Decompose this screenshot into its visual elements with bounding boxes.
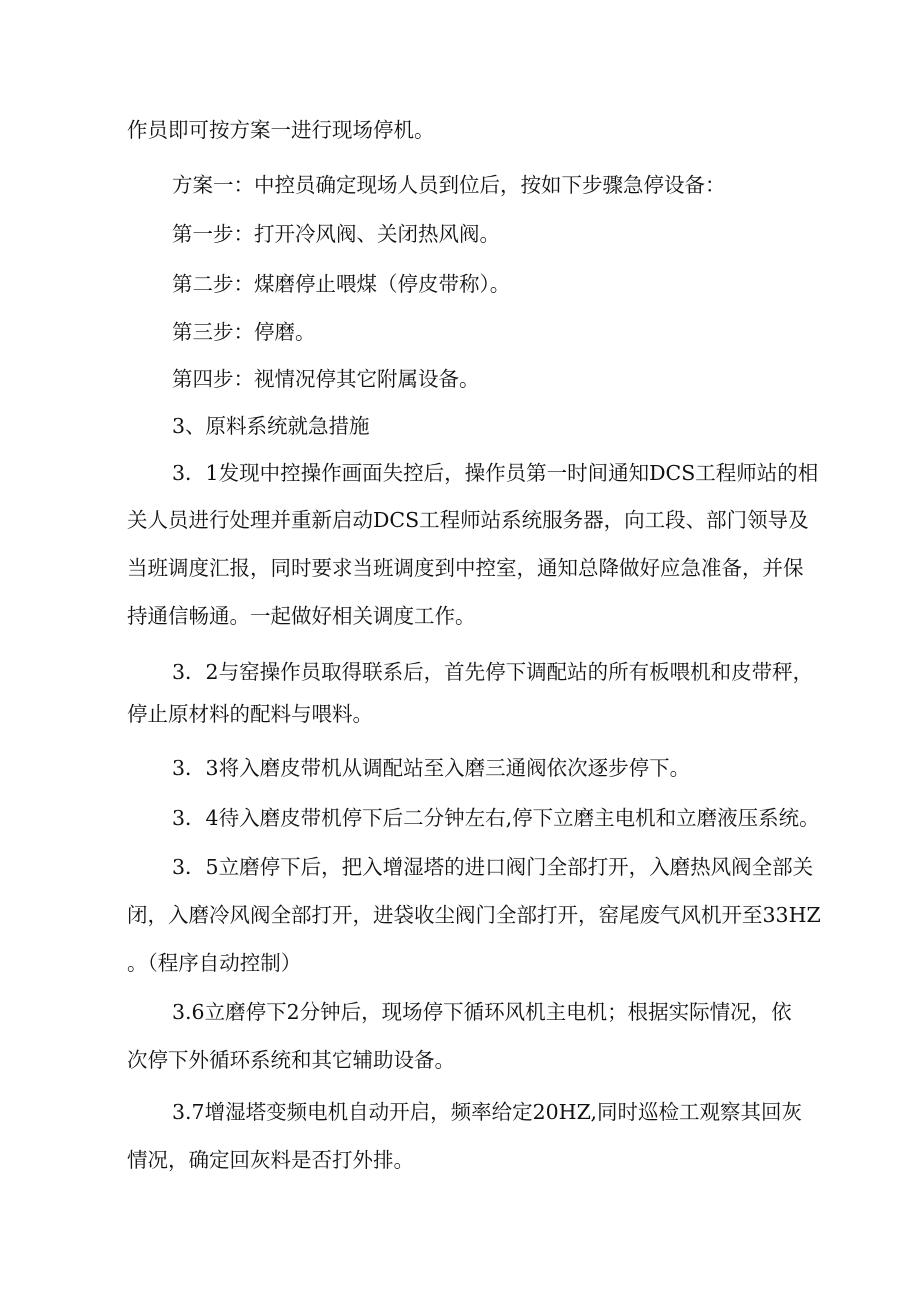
paragraph-line: 3．5立磨停下后，把入增湿塔的进口阀门全部打开，入磨热风阀全部关 <box>172 855 814 879</box>
paragraph-line: 次停下外循环系统和其它辅助设备。 <box>127 1048 455 1072</box>
section-heading: 3、原料系统就急措施 <box>172 414 370 438</box>
paragraph-line: 方案一：中控员确定现场人员到位后，按如下步骤急停设备： <box>172 173 726 197</box>
paragraph-line: 情况，确定回灰料是否打外排。 <box>127 1148 414 1172</box>
paragraph-line: 第四步：视情况停其它附属设备。 <box>172 367 480 391</box>
paragraph-line: 关人员进行处理并重新启动DCS工程师站系统服务器，向工段、部门领导及 <box>127 508 809 532</box>
paragraph-line: 当班调度汇报，同时要求当班调度到中控室，通知总降做好应急准备，并保 <box>127 556 804 580</box>
paragraph-line: 持通信畅通。一起做好相关调度工作。 <box>127 604 476 628</box>
paragraph-line: 3．2与窑操作员取得联系后，首先停下调配站的所有板喂机和皮带秤， <box>172 660 814 684</box>
paragraph-line: 。（程序自动控制） <box>127 951 302 975</box>
paragraph-line: 第一步：打开冷风阀、关闭热风阀。 <box>172 222 500 246</box>
paragraph-line: 闭，入磨冷风阀全部打开，进袋收尘阀门全部打开，窑尾废气风机开至33HZ <box>127 903 821 927</box>
paragraph-line: 3.7增湿塔变频电机自动开启，频率给定20HZ,同时巡检工观察其回灰 <box>172 1100 802 1124</box>
paragraph-line: 3．4待入磨皮带机停下后二分钟左右,停下立磨主电机和立磨液压系统。 <box>172 806 820 830</box>
paragraph-line: 停止原材料的配料与喂料。 <box>127 702 373 726</box>
paragraph-line: 3.6立磨停下2分钟后，现场停下循环风机主电机；根据实际情况，依 <box>172 1000 792 1024</box>
paragraph-line: 作员即可按方案一进行现场停机。 <box>127 118 435 142</box>
paragraph-line: 3．3将入磨皮带机从调配站至入磨三通阀依次逐步停下。 <box>172 756 691 780</box>
paragraph-line: 第三步：停磨。 <box>172 320 316 344</box>
paragraph-line: 第二步：煤磨停止喂煤（停皮带称）。 <box>172 272 511 296</box>
paragraph-line: 3．1发现中控操作画面失控后，操作员第一时间通知DCS工程师站的相 <box>172 461 819 485</box>
